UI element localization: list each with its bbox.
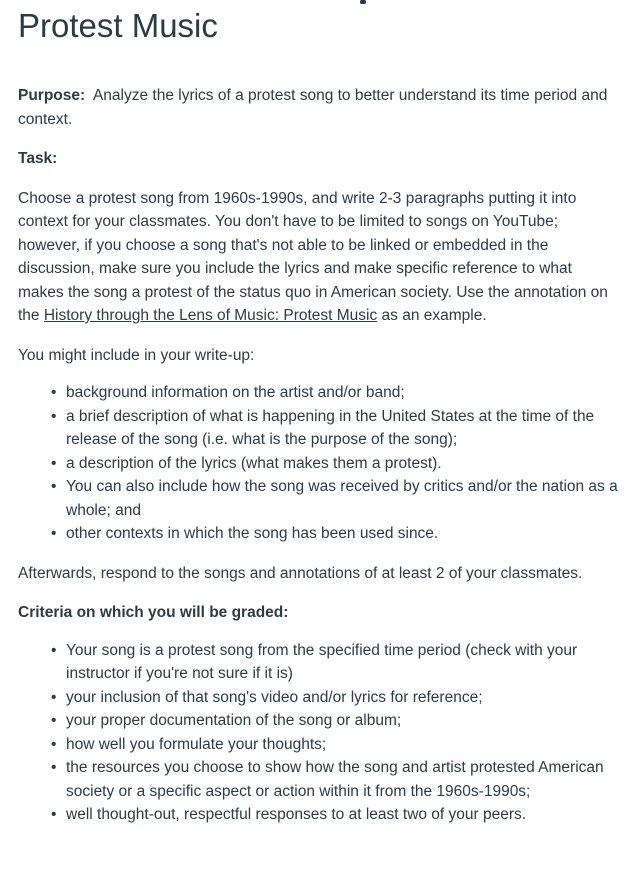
writeup-list xyxy=(18,381,618,546)
purpose-label: Purpose: xyxy=(18,87,86,104)
purpose-text: Analyze the lyrics of a protest song to better understand its time period and context. xyxy=(18,87,608,128)
writeup-intro: You might include in your write-up: xyxy=(18,346,255,364)
task-text-before-link: Choose a protest song from 1960s-1990s, and write 2-3 paragraphs putting it into context for your classmates. You don't have to be limited to songs on YouTube; however, if you choose a song that's not able to be linked or embedded in the discussion, make sure you include the lyrics and make specific reference to what makes the song a protest of the status quo in American society. Use the annotation on the xyxy=(18,189,608,324)
history-protest-music-link[interactable]: History through the Lens of Music: Protest Music xyxy=(43,307,378,324)
list-item: • Your song is a protest song from the specified time period (check with your instructor if you're not sure if it is) xyxy=(66,639,618,686)
criteria-heading xyxy=(18,601,618,625)
list-item: • other contexts in which the song has been used since. xyxy=(66,522,618,546)
list-item: • a brief description of what is happening in the United States at the time of the release of the song (i.e. what is the purpose of the song); xyxy=(66,405,618,452)
list-item: • how well you formulate your thoughts; xyxy=(66,733,618,757)
assignment-content xyxy=(18,0,618,827)
list-item: • a description of the lyrics (what makes them a protest). xyxy=(66,452,618,476)
list-item: • your inclusion of that song's video and/or lyrics for reference; xyxy=(66,686,618,710)
list-item: • background information on the artist and/or band; xyxy=(66,381,618,405)
list-item: • your proper documentation of the song or album; xyxy=(66,709,618,733)
afterwards-paragraph: Afterwards, respond to the songs and annotations of at least 2 of your classmates. xyxy=(18,564,583,582)
list-item: • You can also include how the song was received by critics and/or the nation as a whole; and xyxy=(66,475,618,522)
task-paragraph xyxy=(18,187,618,328)
criteria-label: Criteria on which you will be graded: xyxy=(18,604,289,621)
list-item: • well thought-out, respectful responses to at least two of your peers. xyxy=(66,803,618,827)
purpose-paragraph xyxy=(18,84,618,131)
task-label: Task: xyxy=(18,150,58,167)
criteria-list xyxy=(18,639,618,827)
list-item: • the resources you choose to show how the song and artist protested American society or a specific aspect or action within it from the 1960s-1990s; xyxy=(66,756,618,803)
task-heading xyxy=(18,147,618,171)
page-title: Protest Music xyxy=(18,7,218,44)
task-text-after-link: as an example. xyxy=(377,307,487,324)
